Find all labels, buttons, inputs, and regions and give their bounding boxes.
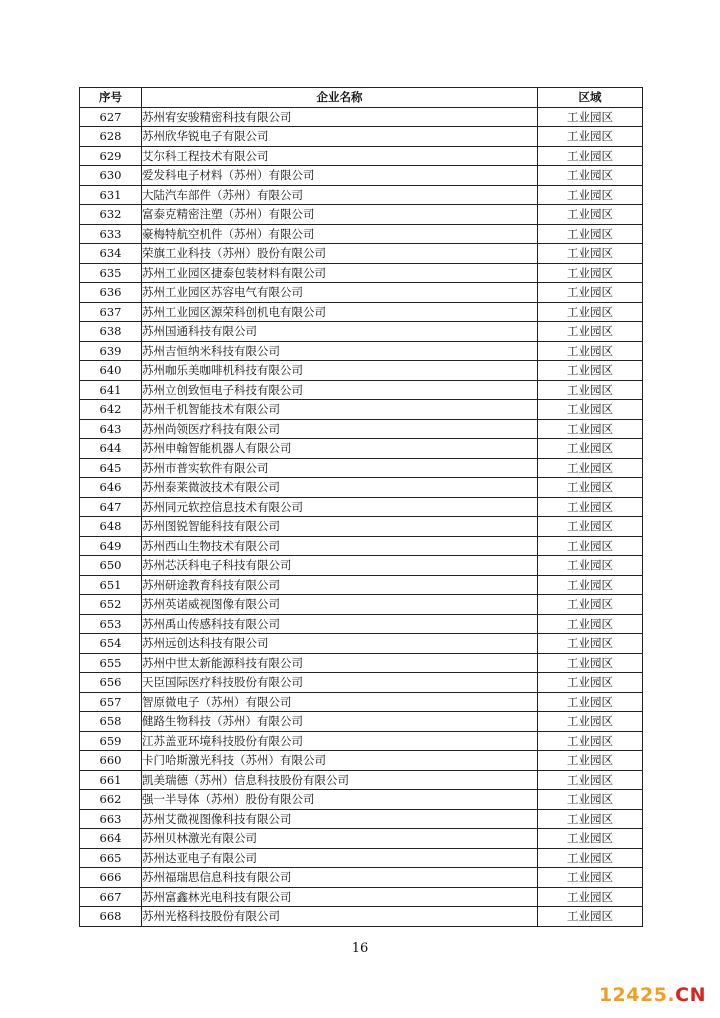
row-serial-number: 663	[80, 809, 142, 829]
row-region: 工业园区	[538, 595, 643, 615]
row-serial-number: 634	[80, 244, 142, 264]
row-region: 工业园区	[538, 244, 643, 264]
row-company-name: 苏州工业园区源荣科创机电有限公司	[142, 302, 538, 322]
row-company-name: 苏州禹山传感科技有限公司	[142, 614, 538, 634]
row-serial-number: 656	[80, 673, 142, 693]
row-company-name: 苏州英诺威视图像有限公司	[142, 595, 538, 615]
table-row	[80, 751, 643, 771]
row-serial-number: 633	[80, 224, 142, 244]
table-row	[80, 166, 643, 186]
table-row	[80, 770, 643, 790]
row-serial-number: 651	[80, 575, 142, 595]
table-row	[80, 595, 643, 615]
row-serial-number: 661	[80, 770, 142, 790]
row-serial-number: 642	[80, 400, 142, 420]
row-company-name: 苏州光格科技股份有限公司	[142, 907, 538, 927]
row-serial-number: 659	[80, 731, 142, 751]
row-company-name: 艾尔科工程技术有限公司	[142, 146, 538, 166]
table-row	[80, 185, 643, 205]
row-company-name: 苏州千机智能技术有限公司	[142, 400, 538, 420]
row-company-name: 健路生物科技（苏州）有限公司	[142, 712, 538, 732]
row-serial-number: 627	[80, 107, 142, 127]
row-company-name: 苏州富鑫林光电科技有限公司	[142, 887, 538, 907]
row-company-name: 强一半导体（苏州）股份有限公司	[142, 790, 538, 810]
row-region: 工业园区	[538, 127, 643, 147]
row-serial-number: 660	[80, 751, 142, 771]
row-serial-number: 632	[80, 205, 142, 225]
row-region: 工业园区	[538, 146, 643, 166]
table-row	[80, 809, 643, 829]
row-company-name: 苏州欣华锐电子有限公司	[142, 127, 538, 147]
table-row	[80, 478, 643, 498]
row-company-name: 苏州咖乐美咖啡机科技有限公司	[142, 361, 538, 381]
table-row	[80, 302, 643, 322]
row-region: 工业园区	[538, 517, 643, 537]
row-serial-number: 668	[80, 907, 142, 927]
row-serial-number: 636	[80, 283, 142, 303]
row-company-name: 荣旗工业科技（苏州）股份有限公司	[142, 244, 538, 264]
row-serial-number: 649	[80, 536, 142, 556]
row-company-name: 爱发科电子材料（苏州）有限公司	[142, 166, 538, 186]
row-serial-number: 666	[80, 868, 142, 888]
watermark-dot: .	[667, 984, 676, 1006]
table-body	[80, 107, 643, 926]
row-serial-number: 638	[80, 322, 142, 342]
row-company-name: 苏州西山生物技术有限公司	[142, 536, 538, 556]
row-region: 工业园区	[538, 868, 643, 888]
row-company-name: 苏州立创致恒电子科技有限公司	[142, 380, 538, 400]
row-region: 工业园区	[538, 887, 643, 907]
row-company-name: 苏州研途教育科技有限公司	[142, 575, 538, 595]
row-company-name: 卡门哈斯激光科技（苏州）有限公司	[142, 751, 538, 771]
table-row	[80, 361, 643, 381]
row-region: 工业园区	[538, 575, 643, 595]
table-row	[80, 536, 643, 556]
row-company-name: 苏州宥安骏精密科技有限公司	[142, 107, 538, 127]
row-serial-number: 628	[80, 127, 142, 147]
row-region: 工业园区	[538, 458, 643, 478]
table-row	[80, 322, 643, 342]
row-region: 工业园区	[538, 322, 643, 342]
table-row	[80, 263, 643, 283]
row-region: 工业园区	[538, 478, 643, 498]
row-company-name: 天臣国际医疗科技股份有限公司	[142, 673, 538, 693]
row-region: 工业园区	[538, 263, 643, 283]
row-company-name: 智原微电子（苏州）有限公司	[142, 692, 538, 712]
row-serial-number: 635	[80, 263, 142, 283]
header-serial-number: 序号	[80, 88, 142, 108]
row-region: 工业园区	[538, 497, 643, 517]
row-region: 工业园区	[538, 205, 643, 225]
row-serial-number: 637	[80, 302, 142, 322]
row-region: 工业园区	[538, 848, 643, 868]
row-region: 工业园区	[538, 809, 643, 829]
row-region: 工业园区	[538, 790, 643, 810]
row-region: 工业园区	[538, 653, 643, 673]
row-region: 工业园区	[538, 380, 643, 400]
row-region: 工业园区	[538, 283, 643, 303]
table-row	[80, 497, 643, 517]
row-serial-number: 655	[80, 653, 142, 673]
row-region: 工业园区	[538, 614, 643, 634]
row-region: 工业园区	[538, 673, 643, 693]
row-serial-number: 639	[80, 341, 142, 361]
watermark-number: 12425	[598, 984, 668, 1006]
table-row	[80, 692, 643, 712]
row-serial-number: 631	[80, 185, 142, 205]
row-serial-number: 652	[80, 595, 142, 615]
row-company-name: 苏州吉恒纳米科技有限公司	[142, 341, 538, 361]
header-region: 区域	[538, 88, 643, 108]
table-row	[80, 380, 643, 400]
row-region: 工业园区	[538, 536, 643, 556]
row-company-name: 苏州芯沃科电子科技有限公司	[142, 556, 538, 576]
header-company-name: 企业名称	[142, 88, 538, 108]
row-company-name: 凯美瑞德（苏州）信息科技股份有限公司	[142, 770, 538, 790]
page-number: 16	[351, 941, 369, 956]
row-serial-number: 630	[80, 166, 142, 186]
row-region: 工业园区	[538, 166, 643, 186]
row-region: 工业园区	[538, 185, 643, 205]
row-region: 工业园区	[538, 731, 643, 751]
row-serial-number: 640	[80, 361, 142, 381]
table-row	[80, 107, 643, 127]
row-region: 工业园区	[538, 829, 643, 849]
row-region: 工业园区	[538, 907, 643, 927]
row-serial-number: 667	[80, 887, 142, 907]
row-serial-number: 653	[80, 614, 142, 634]
row-serial-number: 629	[80, 146, 142, 166]
row-region: 工业园区	[538, 770, 643, 790]
row-company-name: 苏州泰莱微波技术有限公司	[142, 478, 538, 498]
table-row	[80, 731, 643, 751]
table-row	[80, 400, 643, 420]
company-list-table	[79, 87, 643, 927]
row-company-name: 富泰克精密注塑（苏州）有限公司	[142, 205, 538, 225]
row-serial-number: 645	[80, 458, 142, 478]
row-region: 工业园区	[538, 556, 643, 576]
row-company-name: 江苏盖亚环境科技股份有限公司	[142, 731, 538, 751]
table-row	[80, 244, 643, 264]
table-row	[80, 712, 643, 732]
table-row	[80, 439, 643, 459]
row-serial-number: 647	[80, 497, 142, 517]
table-row	[80, 907, 643, 927]
site-watermark-logo	[599, 984, 706, 1006]
row-serial-number: 657	[80, 692, 142, 712]
row-company-name: 苏州中世太新能源科技有限公司	[142, 653, 538, 673]
row-region: 工业园区	[538, 692, 643, 712]
table-row	[80, 868, 643, 888]
row-serial-number: 650	[80, 556, 142, 576]
row-serial-number: 654	[80, 634, 142, 654]
row-region: 工业园区	[538, 361, 643, 381]
row-company-name: 苏州尚领医疗科技有限公司	[142, 419, 538, 439]
table-row	[80, 283, 643, 303]
row-company-name: 苏州艾微视图像科技有限公司	[142, 809, 538, 829]
row-region: 工业园区	[538, 439, 643, 459]
table-row	[80, 556, 643, 576]
row-serial-number: 648	[80, 517, 142, 537]
row-company-name: 苏州市普实软件有限公司	[142, 458, 538, 478]
row-company-name: 苏州同元软控信息技术有限公司	[142, 497, 538, 517]
row-company-name: 豪梅特航空机件（苏州）有限公司	[142, 224, 538, 244]
table-row	[80, 634, 643, 654]
row-company-name: 苏州贝林激光有限公司	[142, 829, 538, 849]
row-serial-number: 643	[80, 419, 142, 439]
row-company-name: 苏州工业园区苏容电气有限公司	[142, 283, 538, 303]
table-row	[80, 653, 643, 673]
table-row	[80, 673, 643, 693]
table-row	[80, 419, 643, 439]
row-region: 工业园区	[538, 634, 643, 654]
row-serial-number: 665	[80, 848, 142, 868]
table-row	[80, 458, 643, 478]
row-region: 工业园区	[538, 419, 643, 439]
row-region: 工业园区	[538, 341, 643, 361]
row-company-name: 苏州福瑞思信息科技有限公司	[142, 868, 538, 888]
row-region: 工业园区	[538, 224, 643, 244]
table-row	[80, 575, 643, 595]
row-company-name: 苏州工业园区捷泰包装材料有限公司	[142, 263, 538, 283]
row-serial-number: 658	[80, 712, 142, 732]
table-row	[80, 146, 643, 166]
row-company-name: 苏州远创达科技有限公司	[142, 634, 538, 654]
row-region: 工业园区	[538, 400, 643, 420]
table-row	[80, 887, 643, 907]
row-serial-number: 664	[80, 829, 142, 849]
row-region: 工业园区	[538, 302, 643, 322]
table-header-row	[80, 88, 643, 108]
table-row	[80, 341, 643, 361]
table-row	[80, 790, 643, 810]
row-region: 工业园区	[538, 712, 643, 732]
row-company-name: 苏州国通科技有限公司	[142, 322, 538, 342]
row-serial-number: 662	[80, 790, 142, 810]
row-company-name: 苏州图锐智能科技有限公司	[142, 517, 538, 537]
row-company-name: 苏州申翰智能机器人有限公司	[142, 439, 538, 459]
row-company-name: 大陆汽车部件（苏州）有限公司	[142, 185, 538, 205]
table-row	[80, 829, 643, 849]
row-region: 工业园区	[538, 107, 643, 127]
table-row	[80, 205, 643, 225]
row-company-name: 苏州达亚电子有限公司	[142, 848, 538, 868]
row-serial-number: 644	[80, 439, 142, 459]
row-serial-number: 646	[80, 478, 142, 498]
table-row	[80, 517, 643, 537]
row-region: 工业园区	[538, 751, 643, 771]
table-row	[80, 614, 643, 634]
table-row	[80, 127, 643, 147]
table-row	[80, 224, 643, 244]
row-serial-number: 641	[80, 380, 142, 400]
watermark-suffix: CN	[675, 984, 706, 1006]
table-row	[80, 848, 643, 868]
